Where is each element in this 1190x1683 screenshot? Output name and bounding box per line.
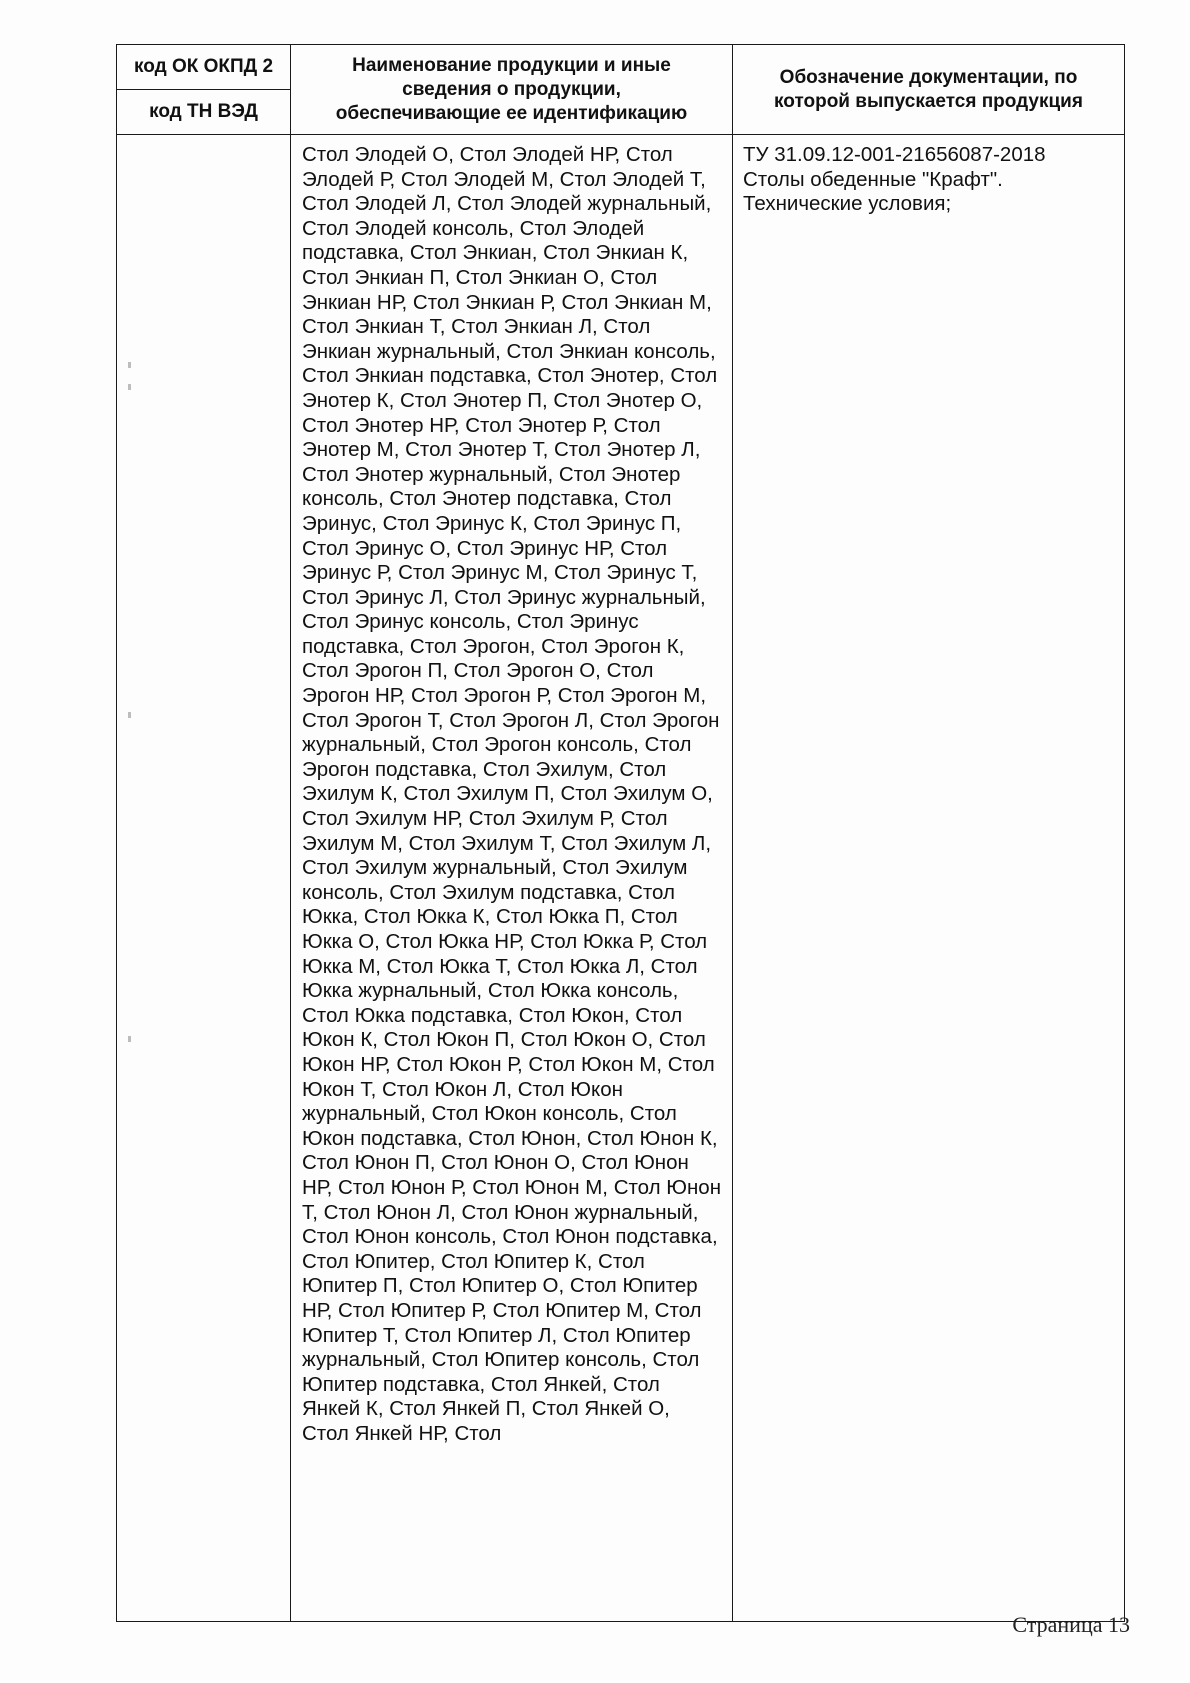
header-documentation-line: которой выпускается продукция (774, 90, 1083, 112)
scan-speck (128, 712, 131, 718)
header-row (117, 45, 1125, 90)
header-product-name (291, 45, 733, 135)
header-product-name-line: Наименование продукции и иные (352, 54, 671, 76)
header-product-name-line: сведения о продукции, (402, 78, 621, 100)
cell-codes (117, 135, 291, 1622)
table-row (117, 135, 1125, 1622)
documentation-line: Столы обеденные "Крафт". (743, 167, 1003, 191)
cell-product-description: Стол Элодей О, Стол Элодей НР, Стол Элодей Р, Стол Элодей М, Стол Элодей Т, Стол Элодей Л, Стол Элодей журнальный, Стол Элодей консоль, Стол Элодей подставка, Стол Энкиан, Стол Энкиан К, Стол Энкиан П, Стол Энкиан О, Стол Энкиан НР, Стол Энкиан Р, Стол Энкиан М, Стол Энкиан Т, Стол Энкиан Л, Стол Энкиан журнальный, Стол Энкиан консоль, Стол Энкиан подставка, Стол Энотер, Стол Энотер К, Стол Энотер П, Стол Энотер О, Стол Энотер НР, Стол Энотер Р, Стол Энотер М, Стол Энотер Т, Стол Энотер Л, Стол Энотер журнальный, Стол Энотер консоль, Стол Энотер подставка, Стол Эринус, Стол Эринус К, Стол Эринус П, Стол Эринус О, Стол Эринус НР, Стол Эринус Р, Стол Эринус М, Стол Эринус Т, Стол Эринус Л, Стол Эринус журнальный, Стол Эринус консоль, Стол Эринус подставка, Стол Эрогон, Стол Эрогон К, Стол Эрогон П, Стол Эрогон О, Стол Эрогон НР, Стол Эрогон Р, Стол Эрогон М, Стол Эрогон Т, Стол Эрогон Л, Стол Эрогон журнальный, Стол Эрогон консоль, Стол Эрогон подставка, Стол Эхилум, Стол Эхилум К, Стол Эхилум П, Стол Эхилум О, Стол Эхилум НР, Стол Эхилум Р, Стол Эхилум М, Стол Эхилум Т, Стол Эхилум Л, Стол Эхилум журнальный, Стол Эхилум консоль, Стол Эхилум подставка, Стол Юкка, Стол Юкка К, Стол Юкка П, Стол Юкка О, Стол Юкка НР, Стол Юкка Р, Стол Юкка М, Стол Юкка Т, Стол Юкка Л, Стол Юкка журнальный, Стол Юкка консоль, Стол Юкка подставка, Стол Юкон, Стол Юкон К, Стол Юкон П, Стол Юкон О, Стол Юкон НР, Стол Юкон Р, Стол Юкон М, Стол Юкон Т, Стол Юкон Л, Стол Юкон журнальный, Стол Юкон консоль, Стол Юкон подставка, Стол Юнон, Стол Юнон К, Стол Юнон П, Стол Юнон О, Стол Юнон НР, Стол Юнон Р, Стол Юнон М, Стол Юнон Т, Стол Юнон Л, Стол Юнон журнальный, Стол Юнон консоль, Стол Юнон подставка, Стол Юпитер, Стол Юпитер К, Стол Юпитер П, Стол Юпитер О, Стол Юпитер НР, Стол Юпитер Р, Стол Юпитер М, Стол Юпитер Т, Стол Юпитер Л, Стол Юпитер журнальный, Стол Юпитер консоль, Стол Юпитер подставка, Стол Янкей, Стол Янкей К, Стол Янкей П, Стол Янкей О, Стол Янкей НР, Стол (291, 135, 733, 1622)
scan-speck (128, 1036, 131, 1042)
header-documentation (733, 45, 1125, 135)
header-documentation-line: Обозначение документации, по (779, 66, 1078, 88)
documentation-line: Технические условия; (743, 192, 952, 216)
cell-documentation (733, 135, 1125, 1622)
page-number: Страница 13 (1012, 1612, 1130, 1637)
product-spec-table (116, 44, 1125, 1622)
header-product-name-line: обеспечивающие ее идентификацию (335, 102, 688, 124)
scan-speck (128, 362, 131, 368)
documentation-line: ТУ 31.09.12-001-21656087-2018 (743, 143, 1046, 166)
scan-speck (128, 384, 131, 390)
header-okpd-code: код ОК ОКПД 2 (117, 45, 291, 90)
header-tn-ved-code: код ТН ВЭД (117, 90, 291, 135)
